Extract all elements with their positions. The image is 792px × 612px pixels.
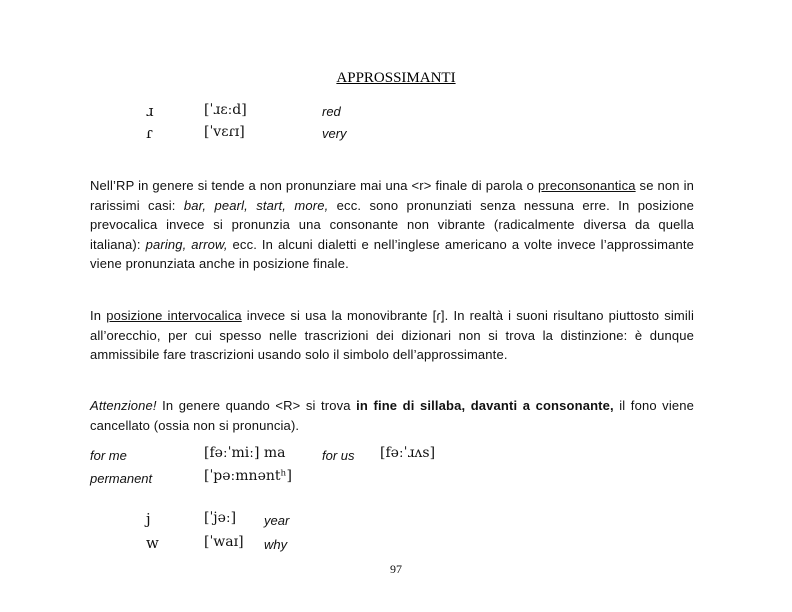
paragraph-intervocalic (90, 306, 694, 365)
text-run: ecc. In alcuni dialetti e nell’inglese americano a volte invece l’approssimante viene pronunziata anche in posizione finale. (90, 236, 694, 271)
underlined-term: preconsonantica (537, 178, 636, 193)
page-title: APPROSSIMANTI (336, 70, 456, 86)
glide-example-word: year (264, 513, 290, 528)
bold-phrase: in fine di sillaba, davanti a consonante, (356, 398, 614, 413)
rhotic-example-word: very (322, 126, 347, 141)
example-transcription: [fəːˈɹʌs] (380, 445, 436, 461)
rhotic-transcription: [ˈɹɛːd] (204, 102, 247, 118)
example-phrase: permanent (90, 471, 153, 486)
glide-symbol: w (146, 534, 159, 552)
example-phrase: for me (90, 448, 127, 463)
text-run: ecc. sono pronunziati senza nessuna erre. In posizione prevocalica invece si pronunzia una consonante non vibrante (radicalmente diversa da quella italiana): (90, 197, 694, 252)
page-number: 97 (390, 562, 402, 576)
rhotic-symbol: ɾ (146, 124, 153, 142)
text-run: In (90, 308, 107, 323)
rhotic-transcription: [ˈvɛɾɪ] (204, 124, 245, 140)
text-run: Nell’RP in genere si tende a non pronunziare mai una <r> finale di parola o (90, 178, 538, 193)
example-transcription: [ˈpəːmnəntʰ] (204, 468, 293, 484)
paragraph-attention (90, 396, 694, 435)
text-run: se non in rarissimi casi: (90, 178, 694, 213)
example-transcription: [fəːˈmiː] ma (204, 445, 286, 461)
italic-examples: bar, pearl, start, more, (183, 197, 329, 213)
rhotic-symbol: ɹ (146, 102, 154, 120)
underlined-term: posizione intervocalica (106, 308, 242, 323)
paragraph-final-r (90, 176, 694, 274)
example-phrase: for us (322, 448, 355, 463)
attention-label: Attenzione! (90, 398, 157, 413)
rhotic-example-word: red (322, 104, 341, 119)
text-run: invece si usa la monovibrante [ɾ]. In realtà i suoni risultano piuttosto simili all’orecchio, per cui spesso nelle trascrizioni dei dizionari non si trova la distinzione: è dunque ammissibile fare trascrizioni usando solo il simbolo dell’approssimante. (90, 308, 695, 362)
glide-transcription: [ˈwaɪ] (204, 534, 244, 550)
glide-symbol: j (146, 510, 151, 528)
text-run: In genere quando <R> si trova (156, 398, 357, 413)
italic-examples: paring, arrow, (145, 236, 228, 252)
text-run: il fono viene cancellato (ossia non si pronuncia). (90, 398, 695, 433)
glide-transcription: [ˈjəː] (204, 510, 237, 526)
glide-example-word: why (264, 537, 288, 552)
